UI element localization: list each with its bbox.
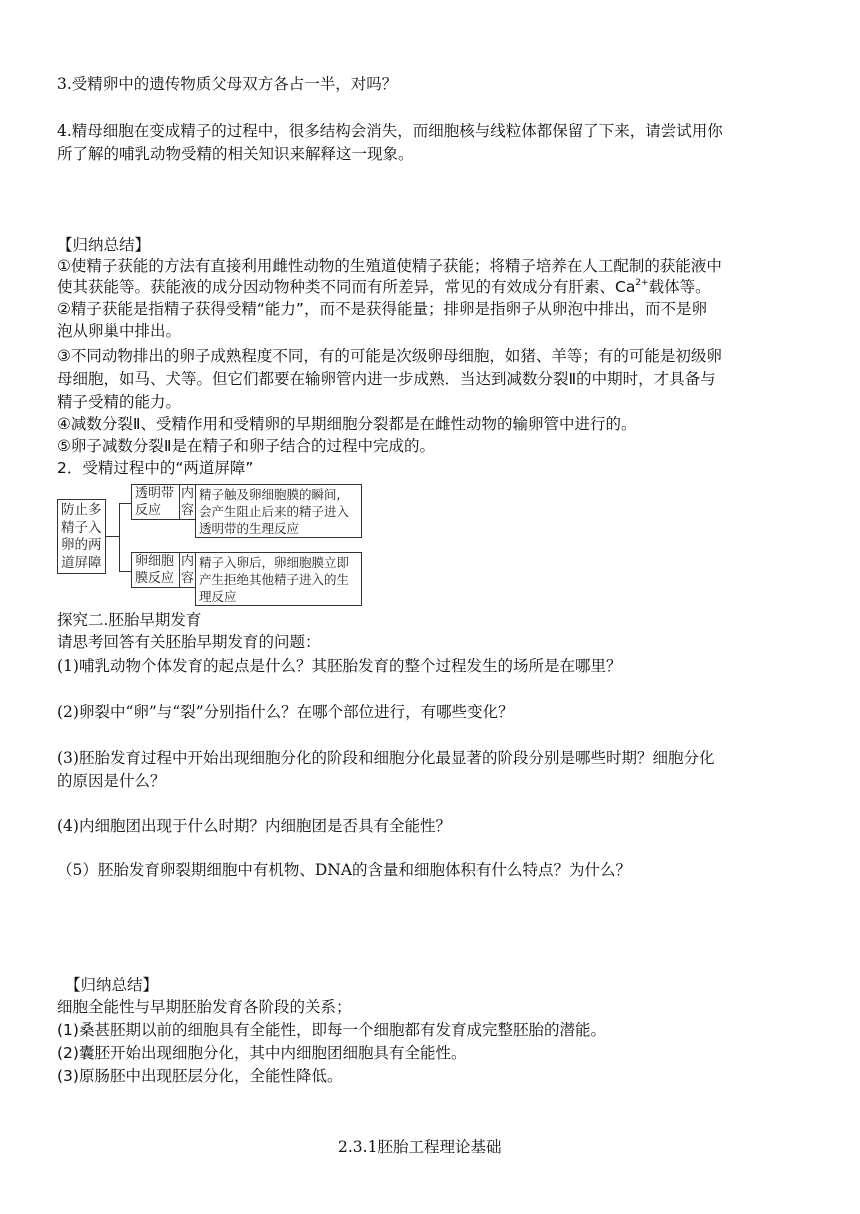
content-line: 会产生阻止后来的精子进入 — [199, 504, 350, 519]
summary1-heading: 【归纳总结】 — [57, 236, 151, 254]
summary1-p1-line2-post: 载体等。 — [648, 278, 711, 296]
summary1-p3-line1: ③不同动物排出的卵子成熟程度不同，有的可能是次级卵母细胞，如猪、羊等；有的可能是初级卵 — [57, 347, 722, 365]
summary1-p4: ④减数分裂Ⅱ、受精作用和受精卵的早期细胞分裂都是在雌性动物的输卵管中进行的。 — [57, 415, 637, 433]
content-line: 精子触及卵细胞膜的瞬间, — [199, 487, 341, 502]
calcium-charge: 2+ — [635, 278, 649, 288]
root-line: 防止多 — [61, 502, 102, 518]
inquiry2-q3-line1: (3)胚胎发育过程中开始出现细胞分化的阶段和细胞分化最显著的阶段分别是哪些时期？细胞分化 — [57, 749, 715, 767]
content-line: 理反应 — [199, 589, 237, 604]
zona-reaction-label — [131, 484, 180, 520]
summary1-p1-line1: ①使精子获能的方法有直接利用雌性动物的生殖道使精子获能；将精子培养在人工配制的获能液中 — [57, 257, 722, 275]
connector — [119, 503, 131, 504]
two-barriers-diagram — [57, 481, 365, 607]
connector — [106, 536, 119, 537]
label-line: 反应 — [135, 503, 162, 518]
summary1-p2-line1: ②精子获能是指精子获得受精“能力”，而不是获得能量；排卵是指卵子从卵泡中排出，而不是卵 — [57, 300, 707, 318]
membrane-content-tag — [179, 552, 196, 588]
label-line: 卵细胞 — [135, 554, 175, 569]
question-3: 3.受精卵中的遗传物质父母双方各占一半，对吗？ — [57, 75, 398, 93]
summary2-heading: 【归纳总结】 — [65, 976, 159, 994]
inquiry2-q5: （5）胚胎发育卵裂期细胞中有机物、DNA的含量和细胞体积有什么特点？为什么？ — [57, 861, 632, 879]
root-line: 卵的两 — [61, 537, 102, 553]
connector — [119, 571, 131, 572]
summary2-item-2: (2)囊胚开始出现细胞分化，其中内细胞团细胞具有全能性。 — [57, 1044, 467, 1062]
zona-content — [195, 484, 362, 538]
question-4-line2: 所了解的哺乳动物受精的相关知识来解释这一现象。 — [57, 145, 414, 163]
summary1-p1-line2 — [57, 277, 711, 297]
summary2-item-3: (3)原肠胚中出现胚层分化，全能性降低。 — [57, 1067, 343, 1085]
content-line: 透明带的生理反应 — [199, 521, 300, 536]
barrier-subheading: 2．受精过程中的“两道屏障” — [57, 459, 254, 477]
membrane-content — [195, 552, 362, 606]
summary1-p5: ⑤卵子减数分裂Ⅱ是在精子和卵子结合的过程中完成的。 — [57, 437, 436, 455]
summary1-p2-line2: 泡从卵巢中排出。 — [57, 322, 182, 340]
tag-line: 内 — [181, 554, 195, 569]
summary2-intro: 细胞全能性与早期胚胎发育各阶段的关系； — [57, 998, 352, 1016]
question-4-line1: 4.精母细胞在变成精子的过程中，很多结构会消失，而细胞核与线粒体都保留了下来，请尝试用你 — [57, 122, 723, 140]
membrane-reaction-label — [131, 552, 180, 588]
root-line: 精子入 — [61, 519, 102, 536]
inquiry2-q3-line2: 的原因是什么？ — [57, 772, 166, 790]
inquiry2-title: 探究二.胚胎早期发育 — [57, 611, 202, 629]
summary1-p1-line2-pre: 使其获能等。获能液的成分因动物种类不同而有所差异，常见的有效成分有肝素、Ca — [57, 278, 636, 296]
label-line: 透明带 — [135, 486, 175, 501]
diagram-root — [57, 499, 106, 574]
content-line: 精子入卵后，卵细胞膜立即 — [199, 555, 350, 570]
summary2-item-1: (1)桑甚胚期以前的细胞具有全能性，即每一个细胞都有发育成完整胚胎的潜能。 — [57, 1021, 606, 1039]
bracket-line — [119, 503, 120, 571]
inquiry2-q2: (2)卵裂中“卵”与“裂”分别指什么？在哪个部位进行，有哪些变化？ — [57, 703, 514, 721]
page-footer-title: 2.3.1胚胎工程理论基础 — [338, 1138, 502, 1156]
label-line: 膜反应 — [135, 571, 175, 586]
inquiry2-intro: 请思考回答有关胚胎早期发育的问题： — [57, 633, 321, 651]
inquiry2-q4: (4)内细胞团出现于什么时期？内细胞团是否具有全能性？ — [57, 817, 451, 835]
inquiry2-q1: (1)哺乳动物个体发育的起点是什么？其胚胎发育的整个过程发生的场所是在哪里？ — [57, 657, 622, 675]
content-line: 产生拒绝其他精子进入的生 — [199, 572, 350, 587]
tag-line: 容 — [181, 503, 195, 518]
tag-line: 内 — [181, 486, 195, 501]
summary1-p3-line2: 母细胞，如马、犬等。但它们都要在输卵管内进一步成熟．当达到减数分裂Ⅱ的中期时，才具备与 — [57, 370, 716, 388]
tag-line: 容 — [181, 571, 195, 586]
summary1-p3-line3: 精子受精的能力。 — [57, 393, 182, 411]
root-line: 道屏障 — [61, 554, 102, 571]
zona-content-tag — [179, 484, 196, 520]
